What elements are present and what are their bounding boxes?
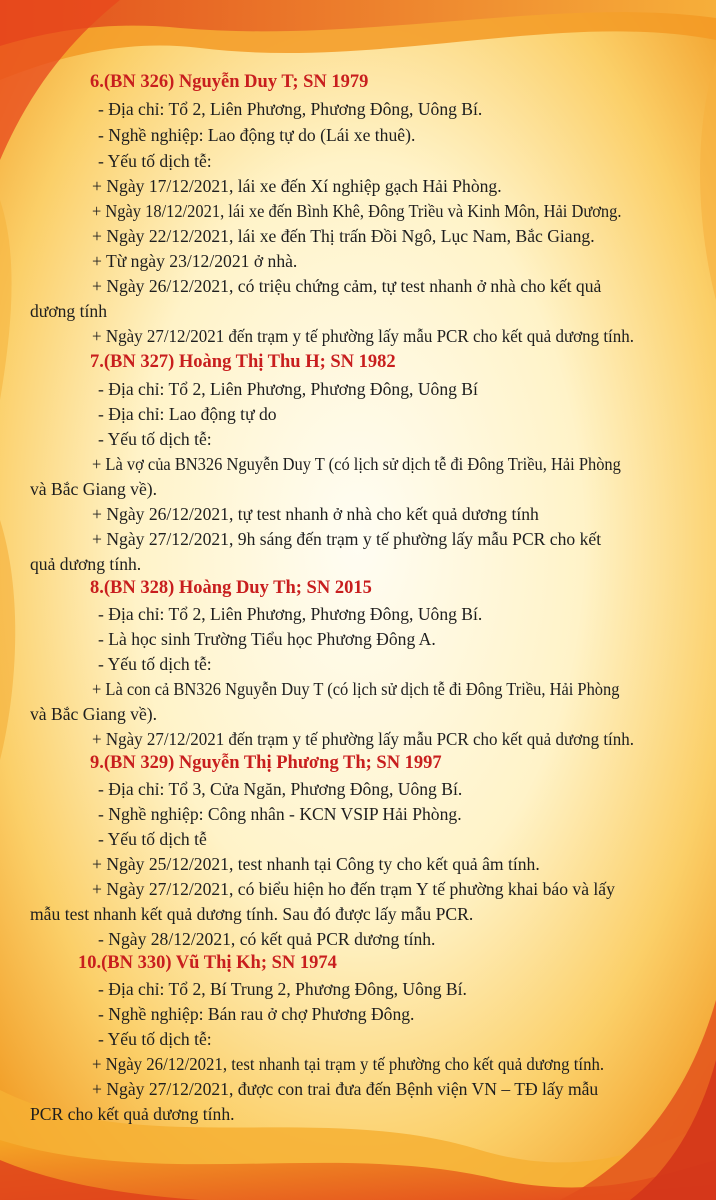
section-7-line: + Ngày 26/12/2021, tự test nhanh ở nhà cho kết quả dương tính [92,504,539,524]
section-8-heading: 8.(BN 328) Hoàng Duy Th; SN 2015 [90,578,372,598]
section-6-line: + Ngày 17/12/2021, lái xe đến Xí nghiệp gạch Hải Phòng. [92,176,502,196]
section-8-line: và Bắc Giang về). [30,704,158,724]
section-10-line: PCR cho kết quả dương tính. [30,1104,235,1124]
section-10-line: - Nghề nghiệp: Bán rau ở chợ Phương Đông. [98,1004,415,1024]
section-8-line: + Ngày 27/12/2021 đến trạm y tế phường lấy mẫu PCR cho kết quả dương tính. [92,729,635,749]
section-9-line: - Địa chỉ: Tổ 3, Cửa Ngăn, Phương Đông, Uông Bí. [98,779,463,799]
section-7-line: và Bắc Giang về). [30,479,158,499]
section-10-heading: 10.(BN 330) Vũ Thị Kh; SN 1974 [78,953,337,973]
section-6-line: + Ngày 26/12/2021, có triệu chứng cảm, tự test nhanh ở nhà cho kết quả [92,276,602,296]
section-6-line: dương tính [30,301,107,321]
section-8-line: - Là học sinh Trường Tiểu học Phương Đông A. [98,629,436,649]
section-10-line: - Yếu tố dịch tễ: [98,1029,212,1049]
section-7-line: + Là vợ của BN326 Nguyễn Duy T (có lịch sử dịch tễ đi Đông Triều, Hải Phòng [92,454,621,474]
section-6-line: - Địa chỉ: Tổ 2, Liên Phương, Phương Đông, Uông Bí. [98,99,483,119]
section-6-line: - Yếu tố dịch tễ: [98,151,212,171]
section-9-heading: 9.(BN 329) Nguyễn Thị Phương Th; SN 1997 [90,753,442,773]
section-10-line: + Ngày 26/12/2021, test nhanh tại trạm y tế phường cho kết quả dương tính. [92,1054,605,1074]
section-7-line: quả dương tính. [30,554,142,574]
section-7-heading: 7.(BN 327) Hoàng Thị Thu H; SN 1982 [90,352,396,372]
section-9-line: + Ngày 27/12/2021, có biểu hiện ho đến trạm Y tế phường khai báo và lấy [92,879,615,899]
section-9-line: - Yếu tố dịch tễ [98,829,207,849]
section-10-line: - Địa chỉ: Tổ 2, Bí Trung 2, Phương Đông, Uông Bí. [98,979,467,999]
section-8-line: + Là con cả BN326 Nguyễn Duy T (có lịch sử dịch tễ đi Đông Triều, Hải Phòng [92,679,620,699]
section-7-line: - Địa chỉ: Tổ 2, Liên Phương, Phương Đông, Uông Bí [98,379,478,399]
section-6-line: - Nghề nghiệp: Lao động tự do (Lái xe thuê). [98,125,416,145]
section-9-line: mẫu test nhanh kết quả dương tính. Sau đó được lấy mẫu PCR. [30,904,474,924]
section-6-line: + Ngày 22/12/2021, lái xe đến Thị trấn Đồi Ngô, Lục Nam, Bắc Giang. [92,226,595,246]
section-6-line: + Ngày 27/12/2021 đến trạm y tế phường lấy mẫu PCR cho kết quả dương tính. [92,326,635,346]
section-8-line: - Yếu tố dịch tễ: [98,654,212,674]
section-6-heading: 6.(BN 326) Nguyễn Duy T; SN 1979 [90,72,369,92]
section-7-line: + Ngày 27/12/2021, 9h sáng đến trạm y tế phường lấy mẫu PCR cho kết [92,529,602,549]
section-10-line: + Ngày 27/12/2021, được con trai đưa đến Bệnh viện VN – TĐ lấy mẫu [92,1079,599,1099]
section-8-line: - Địa chỉ: Tổ 2, Liên Phương, Phương Đông, Uông Bí. [98,604,483,624]
section-9-line: - Ngày 28/12/2021, có kết quả PCR dương tính. [98,929,436,949]
section-6-line: + Từ ngày 23/12/2021 ở nhà. [92,251,298,271]
section-7-line: - Địa chỉ: Lao động tự do [98,404,277,424]
section-7-line: - Yếu tố dịch tễ: [98,429,212,449]
section-9-line: - Nghề nghiệp: Công nhân - KCN VSIP Hải Phòng. [98,804,462,824]
section-6-line: + Ngày 18/12/2021, lái xe đến Bình Khê, Đông Triều và Kinh Môn, Hải Dương. [92,201,622,221]
section-9-line: + Ngày 25/12/2021, test nhanh tại Công ty cho kết quả âm tính. [92,854,540,874]
